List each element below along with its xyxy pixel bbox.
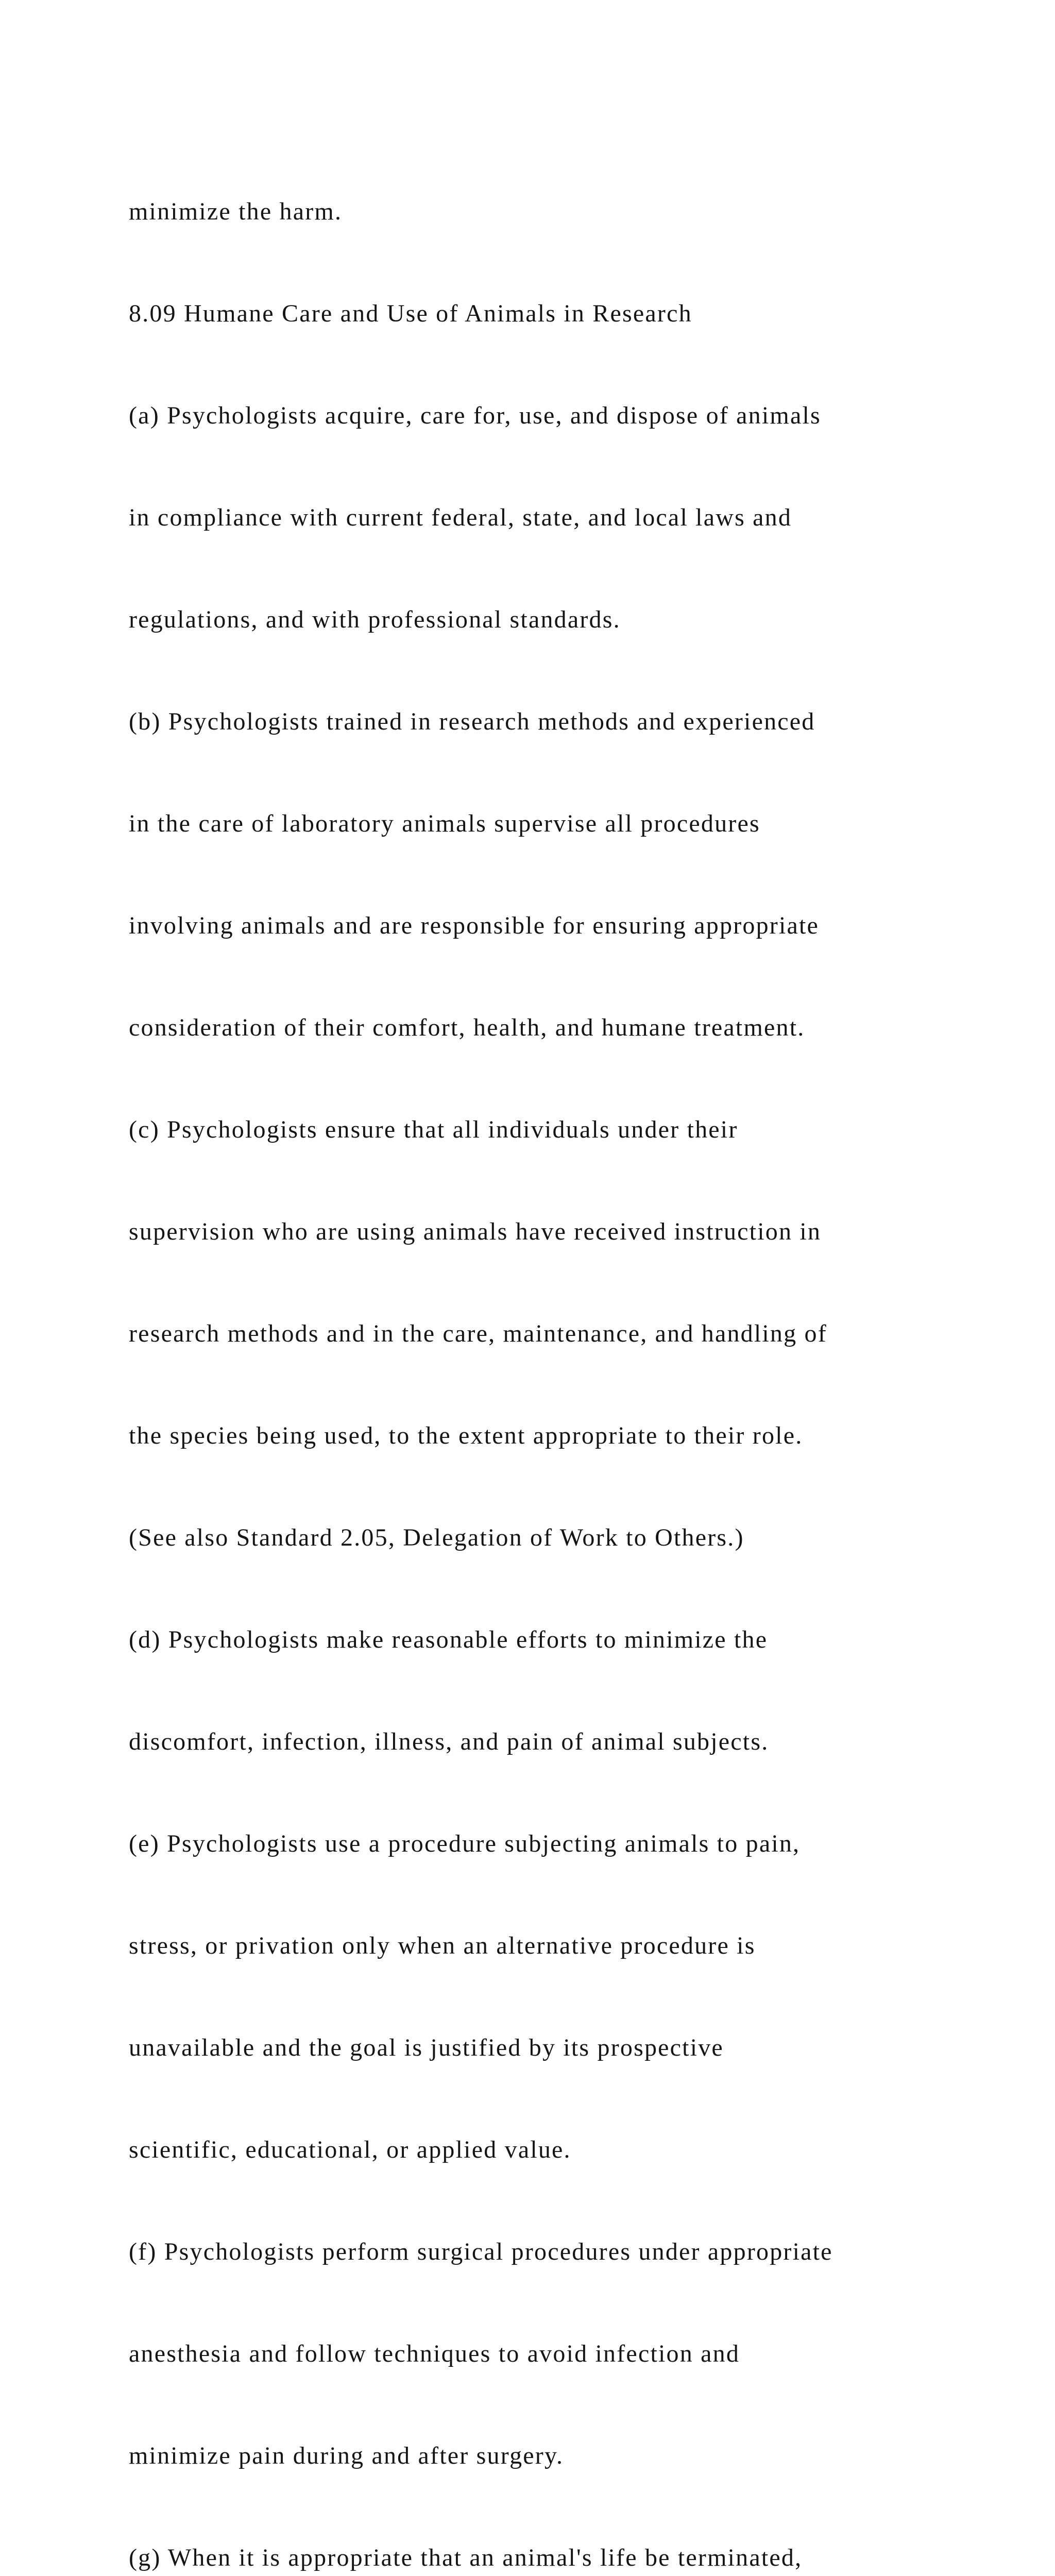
section-heading-8-09: 8.09 Humane Care and Use of Animals in Research (129, 300, 692, 327)
text-line: regulations, and with professional standards. (129, 606, 621, 633)
text-line: consideration of their comfort, health, and humane treatment. (129, 1014, 805, 1041)
text-line: in compliance with current federal, state, and local laws and (129, 504, 792, 531)
text-line: research methods and in the care, maintenance, and handling of (129, 1320, 827, 1347)
text-line: scientific, educational, or applied value. (129, 2136, 571, 2163)
text-line: (a) Psychologists acquire, care for, use, and dispose of animals (129, 402, 821, 429)
document-text (129, 127, 1005, 2576)
text-line: (b) Psychologists trained in research methods and experienced (129, 708, 815, 735)
text-line: (c) Psychologists ensure that all individuals under their (129, 1116, 738, 1143)
text-line: (d) Psychologists make reasonable efforts to minimize the (129, 1626, 768, 1653)
text-line: minimize pain during and after surgery. (129, 2442, 564, 2469)
text-line: anesthesia and follow techniques to avoid infection and (129, 2340, 740, 2367)
text-line: (f) Psychologists perform surgical procedures under appropriate (129, 2238, 833, 2265)
text-line: involving animals and are responsible for ensuring appropriate (129, 912, 820, 939)
text-line: (e) Psychologists use a procedure subjecting animals to pain, (129, 1830, 801, 1857)
text-line: the species being used, to the extent appropriate to their role. (129, 1422, 803, 1449)
text-line: supervision who are using animals have received instruction in (129, 1218, 822, 1245)
text-line: (See also Standard 2.05, Delegation of Work to Others.) (129, 1524, 744, 1551)
text-line: stress, or privation only when an alternative procedure is (129, 1932, 756, 1959)
text-line: (g) When it is appropriate that an animal's life be terminated, (129, 2544, 803, 2571)
text-line: minimize the harm. (129, 198, 343, 225)
text-line: unavailable and the goal is justified by its prospective (129, 2034, 724, 2061)
text-line: in the care of laboratory animals supervise all procedures (129, 810, 760, 837)
text-line: discomfort, infection, illness, and pain of animal subjects. (129, 1728, 769, 1755)
